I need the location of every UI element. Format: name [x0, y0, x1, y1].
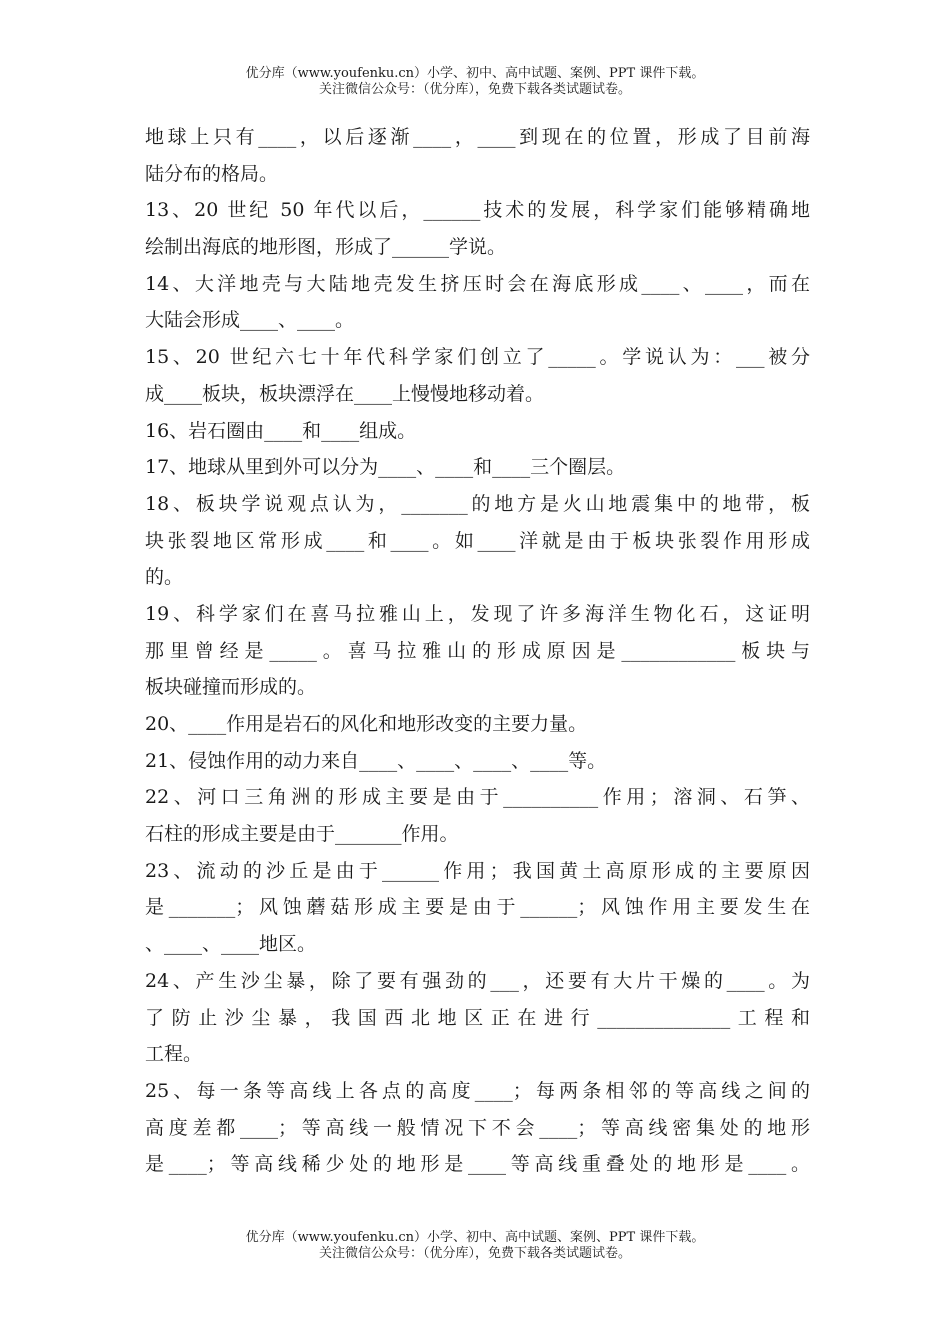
text-line: 地球上只有____，以后逐渐____，____到现在的位置，形成了目前海 [145, 126, 810, 148]
text-line: 块张裂地区常形成____和____。如____洋就是由于板块张裂作用形成 [145, 529, 810, 552]
text-line: 20、____作用是岩石的风化和地形改变的主要力量。 [145, 713, 588, 735]
text-line: 14、大洋地壳与大陆地壳发生挤压时会在海底形成____、____，而在 [145, 272, 810, 295]
text-line: 了防止沙尘暴，我国西北地区正在进行______________工程和 [145, 1006, 810, 1029]
text-line: 24、产生沙尘暴，除了要有强劲的___，还要有大片干燥的____。为 [145, 969, 810, 992]
footer-line-1: 优分库（www.youfenku.cn）小学、初中、高中试题、案例、PPT 课件下载。 [245, 1230, 705, 1245]
text-line: 的。 [145, 566, 184, 589]
text-line: 成____板块，板块漂浮在____上慢慢地移动着。 [145, 382, 545, 405]
text-line: 大陆会形成____、____。 [145, 309, 355, 332]
text-line: 25、每一条等高线上各点的高度____；每两条相邻的等高线之间的 [145, 1079, 810, 1102]
text-line: 板块碰撞而形成的。 [145, 676, 317, 699]
text-line: 那里曾经是_____。喜马拉雅山的形成原因是____________板块与 [145, 639, 810, 662]
text-line: 23、流动的沙丘是由于______作用；我国黄土高原形成的主要原因 [145, 859, 810, 882]
text-line: 绘制出海底的地形图，形成了______学说。 [145, 236, 507, 259]
text-line: 、____、____地区。 [145, 933, 317, 956]
text-line: 18、板块学说观点认为，_______的地方是火山地震集中的地带，板 [145, 492, 810, 515]
text-line: 15、20 世纪六七十年代科学家们创立了_____。学说认为：___被分 [145, 346, 810, 369]
text-line: 17、地球从里到外可以分为____、____和____三个圈层。 [145, 456, 626, 479]
footer-line-2: 关注微信公众号：（优分库），免费下载各类试题试卷。 [318, 1246, 631, 1261]
text-line: 是_______；风蚀蘑菇形成主要是由于______；风蚀作用主要发生在 [145, 896, 810, 919]
question-body [145, 119, 810, 1183]
page-header [0, 66, 950, 98]
text-line: 16、岩石圈由____和____组成。 [145, 419, 417, 442]
text-line: 高度差都____；等高线一般情况下不会____；等高线密集处的地形 [145, 1116, 810, 1139]
text-line: 石柱的形成主要是由于_______作用。 [145, 823, 459, 846]
text-line: 是____；等高线稀少处的地形是____等高线重叠处的地形是____。 [145, 1153, 810, 1176]
text-line: 19、科学家们在喜马拉雅山上，发现了许多海洋生物化石，这证明 [145, 602, 810, 625]
header-line-1: 优分库（www.youfenku.cn）小学、初中、高中试题、案例、PPT 课件下载。 [245, 66, 705, 81]
text-line: 21、侵蚀作用的动力来自____、____、____、____等。 [145, 749, 607, 772]
text-line: 陆分布的格局。 [145, 162, 279, 185]
header-line-2: 关注微信公众号：（优分库），免费下载各类试题试卷。 [318, 82, 631, 97]
text-line: 22、河口三角洲的形成主要是由于__________作用；溶洞、石笋、 [145, 786, 810, 809]
page-footer [0, 1230, 950, 1262]
text-line: 工程。 [145, 1043, 203, 1066]
text-line: 13、20 世纪 50 年代以后，______技术的发展，科学家们能够精确地 [145, 199, 810, 222]
